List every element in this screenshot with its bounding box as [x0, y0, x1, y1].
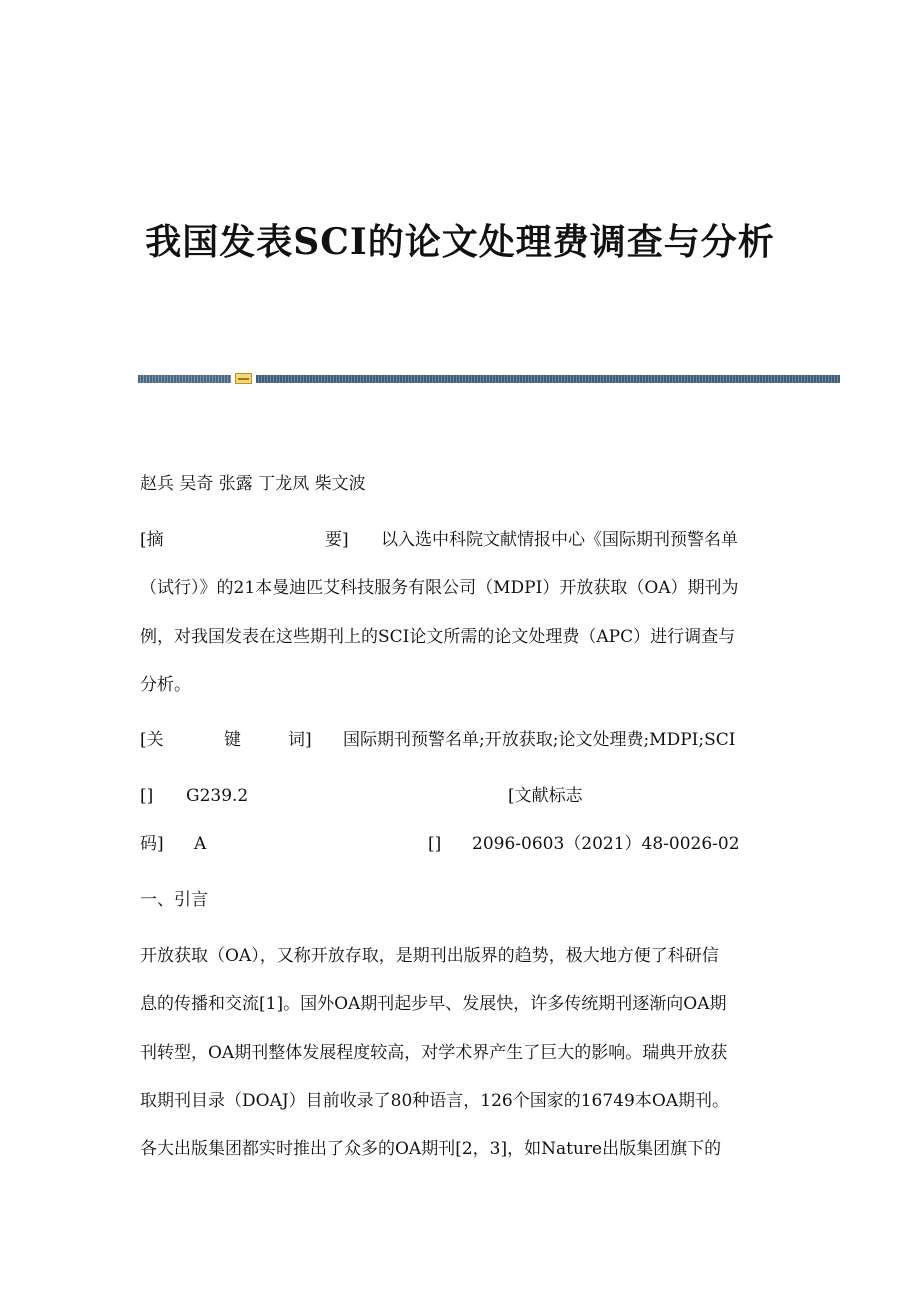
abstract-label-close: 要] [325, 530, 349, 550]
keywords-text: 国际期刊预警名单;开放获取;论文处理费;MDPI;SCI [343, 730, 736, 750]
abstract-line: 例，对我国发表在这些期刊上的SCI论文所需的论文处理费（APC）进行调查与 [140, 627, 736, 647]
keywords-label-1: [关 [140, 730, 164, 750]
body-line: 取期刊目录（DOAJ）目前收录了80种语言，126个国家的16749本OA期刊。 [140, 1091, 730, 1111]
title-divider-right [256, 375, 840, 383]
section-heading: 一、引言 [140, 890, 208, 910]
page-title: 我国发表SCI的论文处理费调查与分析 [145, 221, 775, 263]
abstract-label-open: [摘 [140, 530, 164, 550]
body-line: 开放获取（OA），又称开放存取，是期刊出版界的趋势，极大地方便了科研信 [140, 946, 719, 966]
doc-label-start: [文献标志 [508, 786, 583, 806]
abstract-line: （试行）》的21本曼迪匹艾科技服务有限公司（MDPI）开放获取（OA）期刊为 [140, 578, 739, 598]
title-divider-left [138, 375, 231, 383]
abstract-line: 分析。 [140, 675, 191, 695]
keywords-label-2: 键 [224, 730, 241, 750]
article-bracket: [] [428, 834, 442, 854]
article-id: 2096-0603（2021）48-0026-02 [472, 834, 740, 854]
doc-label-end: 码] [140, 834, 164, 854]
classification-code: G239.2 [186, 786, 249, 806]
doc-code: A [194, 834, 207, 854]
body-line: 刊转型，OA期刊整体发展程度较高，对学术界产生了巨大的影响。瑞典开放获 [140, 1043, 728, 1063]
authors: 赵兵 吴奇 张露 丁龙凤 柴文波 [140, 474, 366, 494]
keywords-label-3: 词] [288, 730, 312, 750]
body-line: 各大出版集团都实时推出了众多的OA期刊[2，3]，如Nature出版集团旗下的 [140, 1139, 722, 1159]
abstract-line: 以入选中科院文献情报中心《国际期刊预警名单 [381, 530, 738, 550]
body-line: 息的传播和交流[1]。国外OA期刊起步早、发展快，许多传统期刊逐渐向OA期 [140, 994, 727, 1014]
envelope-icon [235, 373, 252, 384]
classification-bracket: [] [140, 786, 154, 806]
